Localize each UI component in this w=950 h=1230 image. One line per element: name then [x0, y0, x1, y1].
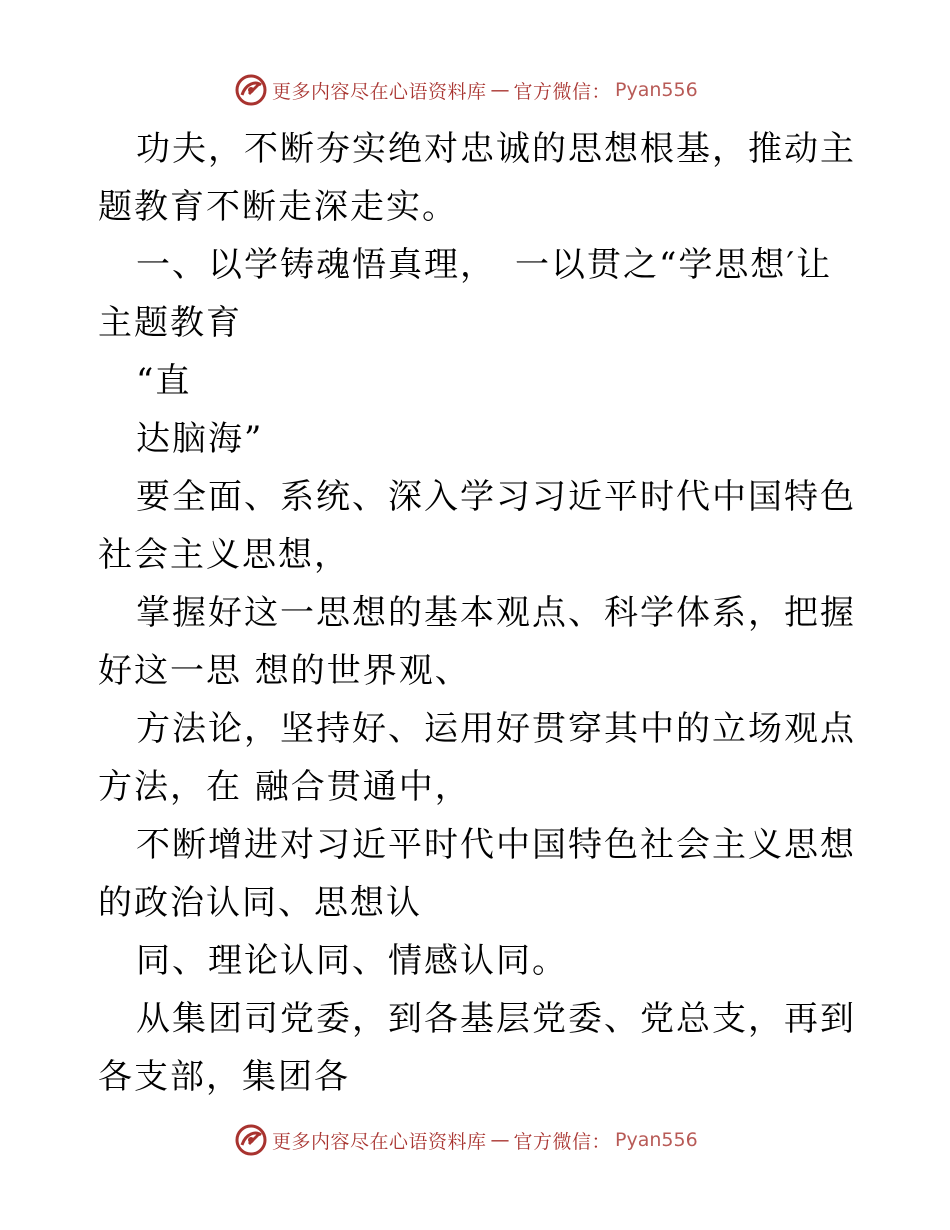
red-swirl-pen-logo-icon: [234, 1123, 268, 1157]
watermark-separator: —: [490, 79, 510, 101]
watermark-wechat-label: 官方微信：: [513, 80, 612, 103]
paragraph: 功夫，不断夯实绝对忠诚的思想根基，推动主题教育不断走深走实。: [98, 129, 856, 227]
watermark-wechat-label: 官方微信：: [513, 1130, 612, 1153]
paragraph: 达脑海”: [136, 419, 264, 459]
paragraph: 从集团司党委，到各基层党委、党总支，再到各支部，集团各: [98, 999, 856, 1097]
footer-watermark: [234, 1122, 698, 1158]
watermark-text: 更多内容尽在心语资料库: [272, 80, 487, 103]
paragraph: 掌握好这一思想的基本观点、科学体系，把握好这一思 想的世界观、: [98, 593, 856, 691]
paragraph: 方法论，坚持好、运用好贯穿其中的立场观点方法，在 融合贯通中，: [98, 709, 856, 807]
document-body: [98, 120, 858, 1106]
paragraph: 不断增进对习近平时代中国特色社会主义思想的政治认同、思想认: [98, 825, 856, 923]
watermark-account: Pyan556: [615, 79, 698, 101]
paragraph: 同、理论认同、情感认同。: [136, 941, 568, 981]
paragraph: 要全面、系统、深入学习习近平时代中国特色社会主义思想，: [98, 477, 856, 575]
red-swirl-pen-logo-icon: [234, 73, 268, 107]
paragraph: 一、以学铸魂悟真理， 一以贯之“学思想′让主题教育: [98, 245, 833, 343]
watermark-text: 更多内容尽在心语资料库: [272, 1130, 487, 1153]
watermark-account: Pyan556: [615, 1129, 698, 1151]
header-watermark: [234, 72, 698, 108]
paragraph: “直: [136, 361, 192, 401]
watermark-separator: —: [490, 1129, 510, 1151]
